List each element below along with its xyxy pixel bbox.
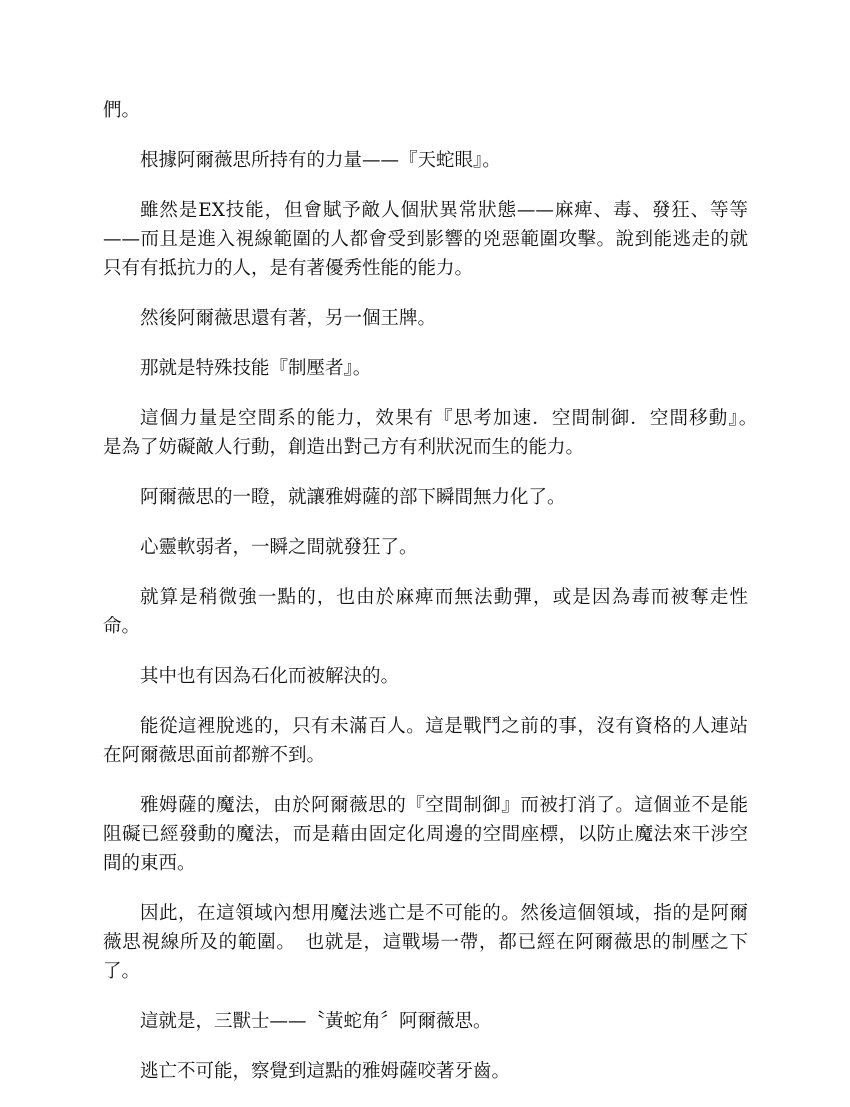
paragraph-9: 就算是稍微強一點的，也由於麻痺而無法動彈，或是因為毒而被奪走性命。 xyxy=(103,587,748,637)
paragraph-13: 因此，在這領域內想用魔法逃亡是不可能的。然後這個領域，指的是阿爾薇思視線所及的範圍。 也就是，這戰場一帶，都已經在阿爾薇思的制壓之下了。 xyxy=(103,903,748,982)
paragraph-8: 心靈軟弱者，一瞬之間就發狂了。 xyxy=(140,537,418,558)
paragraph-12: 雅姆薩的魔法，由於阿爾薇思的『空間制御』而被打消了。這個並不是能阻礙已經發動的魔法，而是藉由固定化周邊的空間座標，以防止魔法來干涉空間的東西。 xyxy=(103,795,748,874)
paragraph-7: 阿爾薇思的一瞪，就讓雅姆薩的部下瞬間無力化了。 xyxy=(140,487,566,508)
paragraph-11: 能從這裡脫逃的，只有未滿百人。這是戰鬥之前的事，沒有資格的人連站在阿爾薇思面前都辦不到。 xyxy=(103,716,748,766)
paragraph-1: 們。 xyxy=(103,100,141,121)
paragraph-3: 雖然是EX技能，但會賦予敵人個狀異常狀態——麻痺、毒、發狂、等等——而且是進入視線範圍的人都會受到影響的兇惡範圍攻擊。說到能逃走的就只有有抵抗力的人，是有著優秀性能的能力。 xyxy=(103,200,748,279)
paragraph-14: 這就是，三獸士——〝黃蛇角〞阿爾薇思。 xyxy=(140,1011,492,1032)
paragraph-2: 根據阿爾薇思所持有的力量——『天蛇眼』。 xyxy=(140,150,501,171)
paragraph-10: 其中也有因為石化而被解決的。 xyxy=(140,666,400,687)
document-body xyxy=(103,96,767,1107)
paragraph-5: 那就是特殊技能『制壓者』。 xyxy=(140,358,372,379)
paragraph-15: 逃亡不可能，察覺到這點的雅姆薩咬著牙齒。 xyxy=(140,1061,511,1082)
paragraph-6: 這個力量是空間系的能力，效果有『思考加速．空間制御．空間移動』。 是為了妨礙敵人行動，創造出對己方有利狀況而生的能力。 xyxy=(103,408,767,458)
paragraph-4: 然後阿爾薇思還有著，另一個王牌。 xyxy=(140,308,437,329)
